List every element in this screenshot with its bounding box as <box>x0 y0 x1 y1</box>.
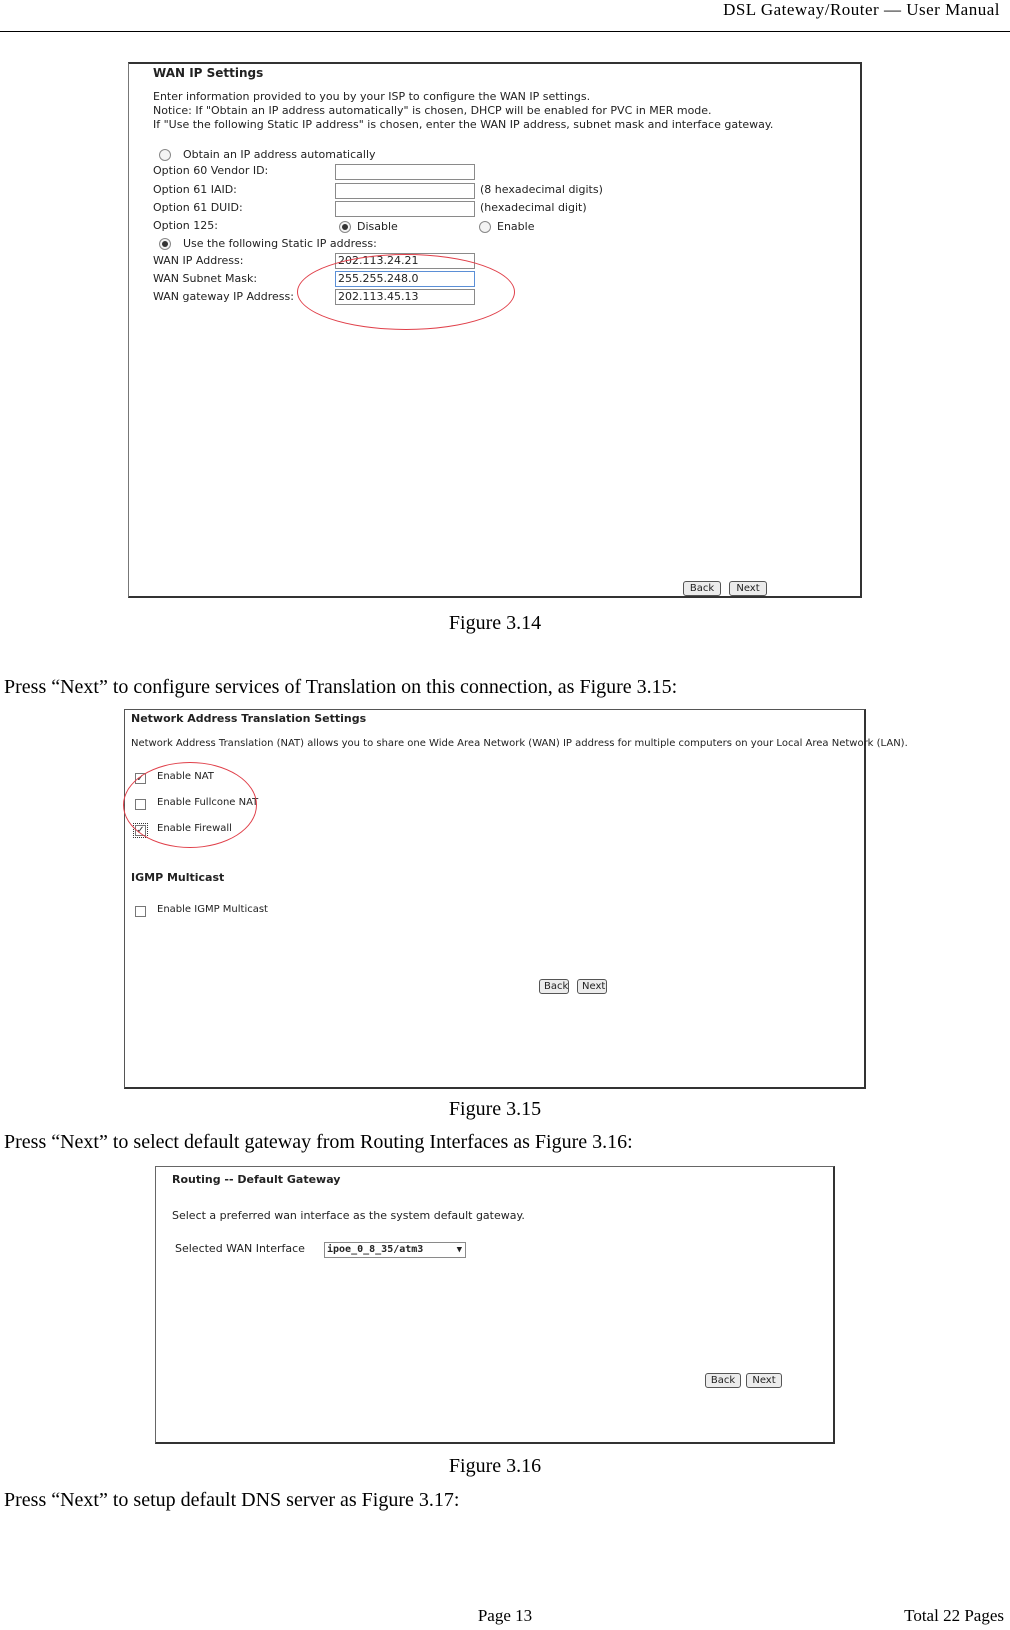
gateway-label: WAN gateway IP Address: <box>153 290 294 303</box>
option125-disable-label: Disable <box>357 220 398 233</box>
wan-ip-settings-screenshot <box>128 62 862 598</box>
obtain-auto-label: Obtain an IP address automatically <box>183 148 376 161</box>
back-button[interactable]: Back <box>539 979 569 994</box>
wan-interface-select[interactable] <box>324 1242 466 1258</box>
option60-label: Option 60 Vendor ID: <box>153 164 269 177</box>
total-pages: Total 22 Pages <box>904 1606 1004 1625</box>
next-button[interactable]: Next <box>729 581 767 596</box>
option125-disable-radio[interactable] <box>339 221 351 233</box>
paragraph-3: Press “Next” to setup default DNS server as Figure 3.17: <box>4 1489 460 1511</box>
default-gateway-screenshot <box>155 1166 835 1444</box>
intro-line-1: Enter information provided to you by your ISP to configure the WAN IP settings. <box>153 90 591 103</box>
wan-ip-settings-title: WAN IP Settings <box>153 66 264 80</box>
option125-enable-radio[interactable] <box>479 221 491 233</box>
enable-firewall-checkbox[interactable]: ✓ <box>136 825 145 836</box>
wan-interface-value: ipoe_0_8_35/atm3 <box>327 1244 424 1255</box>
highlight-ellipse <box>123 762 257 848</box>
header-rule <box>0 31 1010 32</box>
back-button[interactable]: Back <box>705 1373 741 1388</box>
enable-nat-label: Enable NAT <box>157 771 214 782</box>
obtain-auto-radio[interactable] <box>159 149 171 161</box>
static-ip-radio[interactable] <box>159 238 171 250</box>
subnet-mask-input[interactable]: 255.255.248.0 <box>335 271 475 287</box>
highlight-ellipse <box>297 254 515 330</box>
option61-iaid-label: Option 61 IAID: <box>153 183 237 196</box>
enable-fullcone-label: Enable Fullcone NAT <box>157 797 259 808</box>
enable-igmp-checkbox[interactable] <box>135 906 146 917</box>
chevron-down-icon: ▼ <box>456 1245 462 1255</box>
option61-duid-input[interactable] <box>335 201 475 217</box>
option61-duid-label: Option 61 DUID: <box>153 201 243 214</box>
igmp-title: IGMP Multicast <box>131 871 225 884</box>
selected-wan-label: Selected WAN Interface <box>175 1242 305 1255</box>
static-ip-label: Use the following Static IP address: <box>183 237 377 250</box>
page-number: Page 13 <box>477 1606 533 1625</box>
back-button[interactable]: Back <box>683 581 721 596</box>
nat-settings-title: Network Address Translation Settings <box>131 712 367 725</box>
paragraph-2: Press “Next” to select default gateway from Routing Interfaces as Figure 3.16: <box>4 1131 633 1153</box>
next-button[interactable]: Next <box>577 979 607 994</box>
figure-3-16-caption: Figure 3.16 <box>448 1455 542 1477</box>
enable-firewall-label: Enable Firewall <box>157 823 232 834</box>
intro-line-2: Notice: If "Obtain an IP address automatically" is chosen, DHCP will be enabled for PVC in MER mode. <box>153 104 712 117</box>
default-gateway-title: Routing -- Default Gateway <box>172 1173 341 1186</box>
nat-settings-screenshot <box>124 709 908 1089</box>
option60-input[interactable] <box>335 164 475 180</box>
running-header: DSL Gateway/Router — User Manual <box>723 0 1000 19</box>
figure-3-14-caption: Figure 3.14 <box>448 612 542 634</box>
next-button[interactable]: Next <box>746 1373 782 1388</box>
enable-igmp-label: Enable IGMP Multicast <box>157 904 268 915</box>
enable-nat-checkbox[interactable]: ✓ <box>136 773 145 784</box>
figure-3-15-caption: Figure 3.15 <box>448 1098 542 1120</box>
wan-ip-label: WAN IP Address: <box>153 254 244 267</box>
option125-enable-label: Enable <box>497 220 535 233</box>
option61-iaid-hint: (8 hexadecimal digits) <box>480 183 603 196</box>
default-gateway-description: Select a preferred wan interface as the system default gateway. <box>172 1209 525 1222</box>
option61-duid-hint: (hexadecimal digit) <box>480 201 587 214</box>
paragraph-1: Press “Next” to configure services of Translation on this connection, as Figure 3.15: <box>4 676 678 698</box>
option125-label: Option 125: <box>153 219 218 232</box>
gateway-input[interactable]: 202.113.45.13 <box>335 289 475 305</box>
option61-iaid-input[interactable] <box>335 183 475 199</box>
subnet-mask-label: WAN Subnet Mask: <box>153 272 258 285</box>
wan-ip-input[interactable]: 202.113.24.21 <box>335 253 475 269</box>
intro-line-3: If "Use the following Static IP address" is chosen, enter the WAN IP address, subnet mask and interface gateway. <box>153 118 774 131</box>
nat-description: Network Address Translation (NAT) allows you to share one Wide Area Network (WAN) IP address for multiple computers on your Local Area Network (LAN). <box>131 738 908 749</box>
